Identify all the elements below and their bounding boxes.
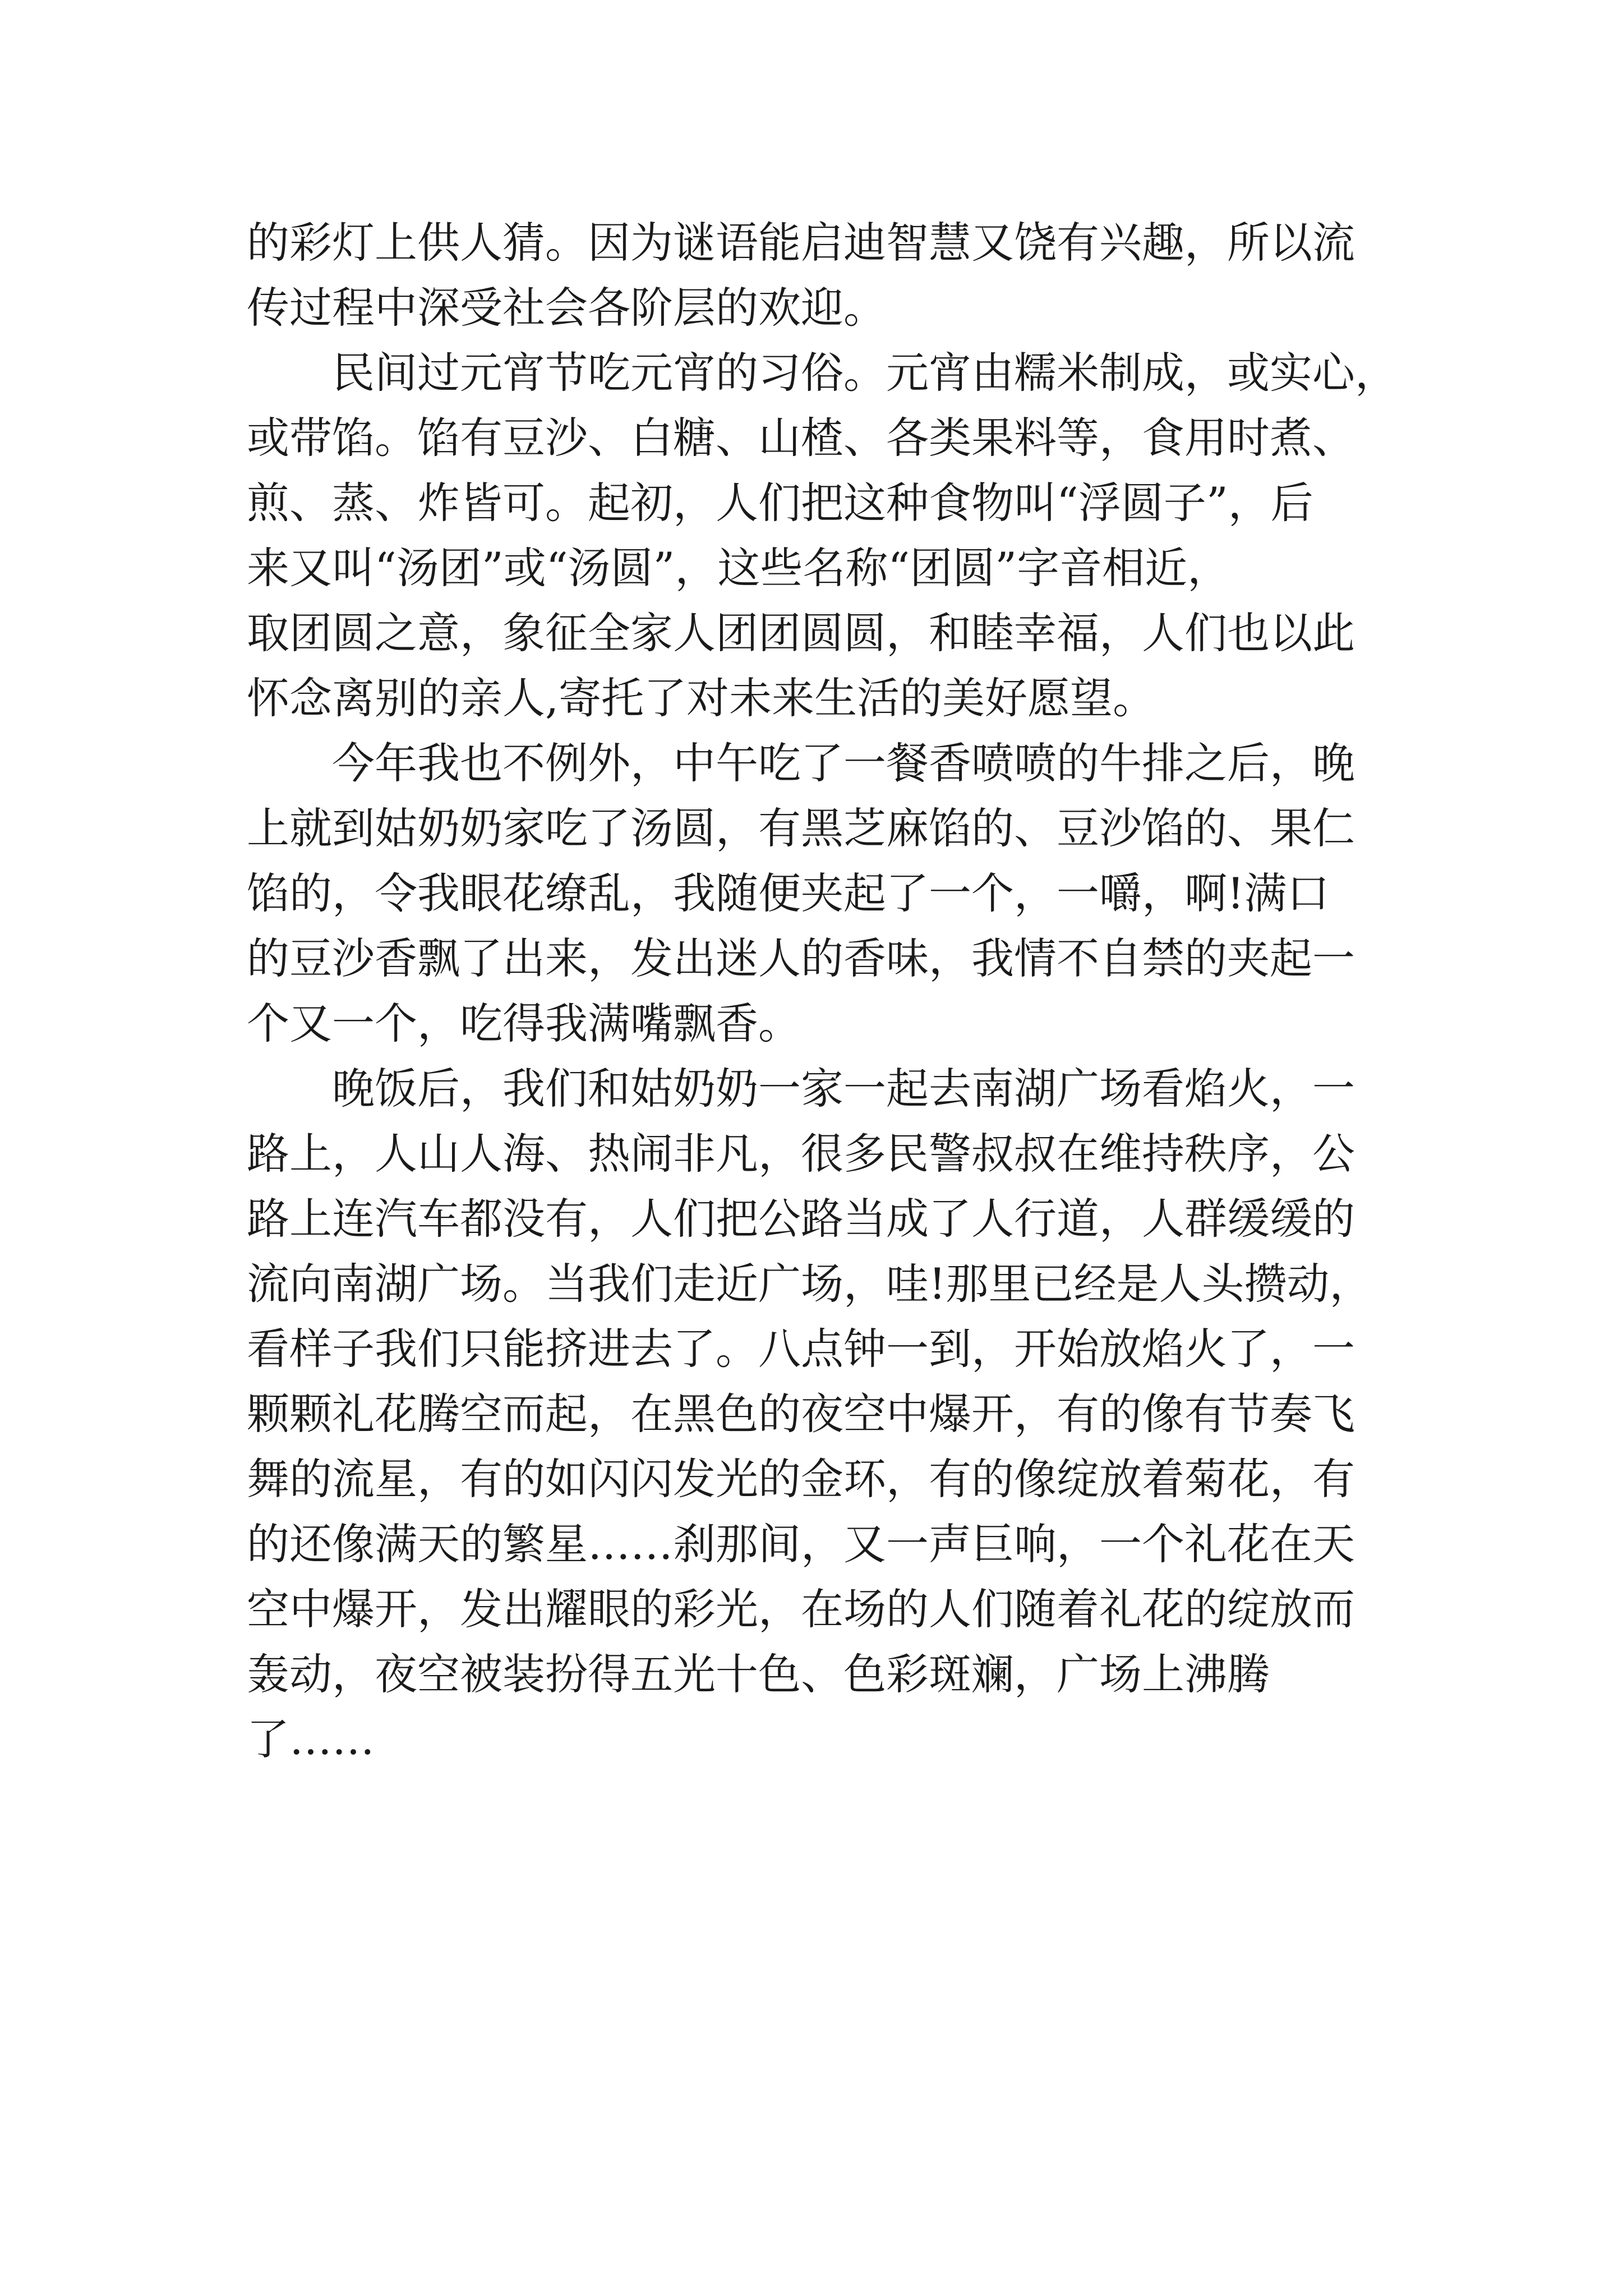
text-line: 路上，人山人海、热闹非凡，很多民警叔叔在维持秩序，公: [247, 1129, 1355, 1179]
text-line: 了……: [247, 1714, 375, 1764]
text-line: 或带馅。馅有豆沙、白糖、山楂、各类果料等，食用时煮、: [247, 413, 1355, 463]
text-line: 来又叫“汤团”或“汤圆”，这些名称“团圆”字音相近，: [247, 543, 1230, 593]
text-line: 流向南湖广场。当我们走近广场，哇!那里已经是人头攒动，: [247, 1259, 1372, 1309]
text-line: 轰动，夜空被装扮得五光十色、色彩斑斓，广场上沸腾: [247, 1649, 1270, 1699]
text-line: 颗颗礼花腾空而起，在黑色的夜空中爆开，有的像有节奏飞: [247, 1389, 1355, 1439]
document-body: [247, 210, 1398, 1772]
paragraph-3: [247, 731, 1385, 1056]
text-line: 上就到姑奶奶家吃了汤圆，有黑芝麻馅的、豆沙馅的、果仁: [247, 803, 1355, 853]
text-line: 今年我也不例外，中午吃了一餐香喷喷的牛排之后，晚: [332, 738, 1355, 788]
text-line: 的豆沙香飘了出来，发出迷人的香味，我情不自禁的夹起一: [247, 933, 1355, 983]
text-line: 传过程中深受社会各阶层的欢迎。: [247, 283, 886, 333]
paragraph-4: [247, 1056, 1385, 1772]
text-line: 看样子我们只能挤进去了。八点钟一到，开始放焰火了，一: [247, 1324, 1355, 1374]
text-line: 怀念离别的亲人,寄托了对未来生活的美好愿望。: [247, 673, 1156, 723]
text-line: 馅的，令我眼花缭乱，我随便夹起了一个，一嚼，啊!满口: [247, 868, 1330, 918]
text-line: 的还像满天的繁星……刹那间，又一声巨响，一个礼花在天: [247, 1519, 1355, 1569]
paragraph-2: [247, 341, 1398, 731]
text-line: 晚饭后，我们和姑奶奶一家一起去南湖广场看焰火，一: [332, 1064, 1355, 1114]
text-line: 取团圆之意，象征全家人团团圆圆，和睦幸福，人们也以此: [247, 608, 1355, 658]
text-line: 路上连汽车都没有，人们把公路当成了人行道，人群缓缓的: [247, 1194, 1355, 1244]
text-line: 个又一个，吃得我满嘴飘香。: [247, 999, 801, 1048]
paragraph-1: [247, 210, 1385, 341]
text-line: 民间过元宵节吃元宵的习俗。元宵由糯米制成，或实心，: [332, 348, 1398, 398]
text-line: 煎、蒸、炸皆可。起初，人们把这种食物叫“浮圆子”，后: [247, 478, 1313, 528]
text-line: 空中爆开，发出耀眼的彩光，在场的人们随着礼花的绽放而: [247, 1584, 1355, 1634]
text-line: 舞的流星，有的如闪闪发光的金环，有的像绽放着菊花，有: [247, 1454, 1355, 1504]
text-line: 的彩灯上供人猜。因为谜语能启迪智慧又饶有兴趣，所以流: [247, 218, 1355, 268]
